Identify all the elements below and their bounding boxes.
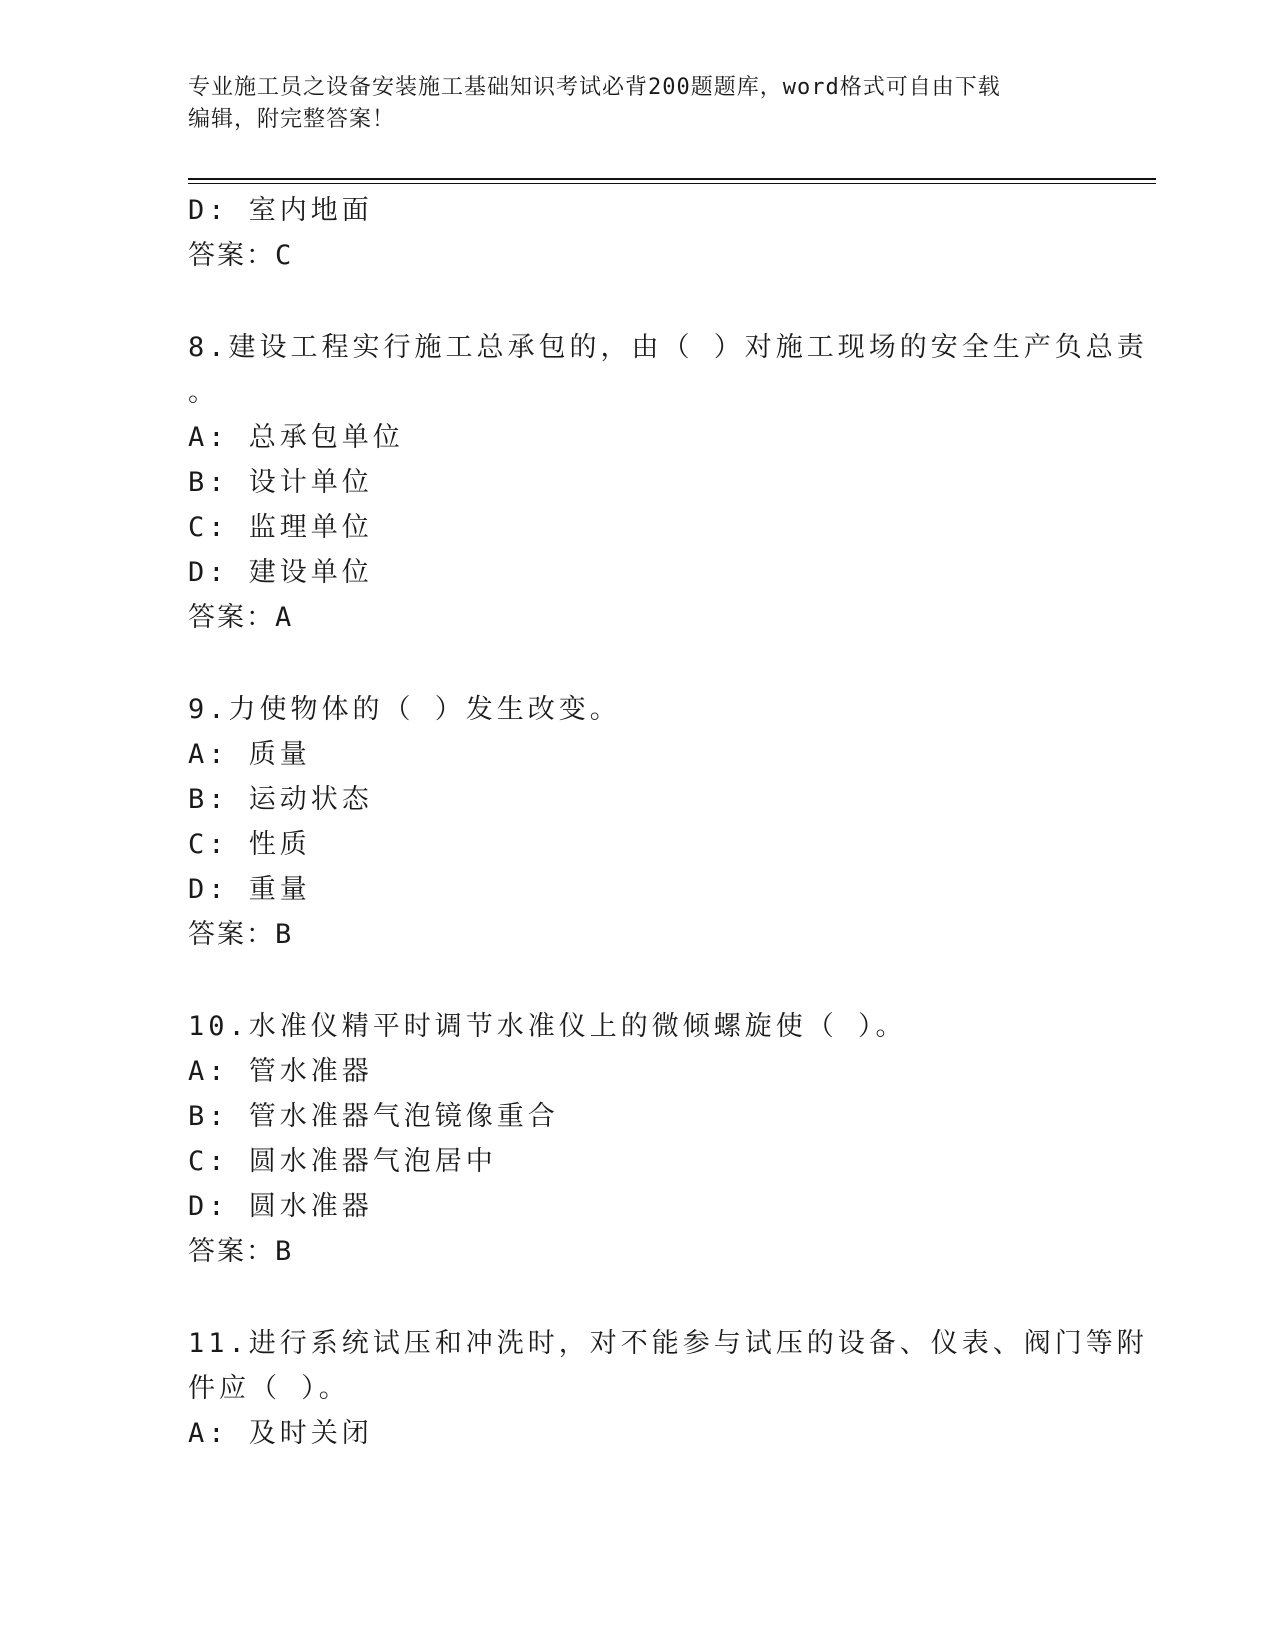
header-line-2: 编辑，附完整答案！ (188, 107, 396, 132)
header-rule-thick (188, 178, 1156, 180)
option-b: B: 运动状态 (188, 784, 373, 815)
option-b: B: 设计单位 (188, 467, 373, 498)
option-a: A: 管水准器 (188, 1056, 373, 1087)
question-8 (188, 325, 1148, 640)
option-d: D: 圆水准器 (188, 1191, 373, 1222)
header-rule-thin (188, 183, 1156, 184)
answer-line: 答案：B (188, 1236, 294, 1267)
option-d: D: 建设单位 (188, 557, 373, 588)
question-10 (188, 1004, 1088, 1274)
option-b: B: 管水准器气泡镜像重合 (188, 1101, 559, 1132)
option-a: A: 质量 (188, 739, 311, 770)
option-d: D: 重量 (188, 874, 311, 905)
question-content (188, 188, 1148, 1456)
question-stem: 11.进行系统试压和冲洗时，对不能参与试压的设备、仪表、阀门等附 (188, 1328, 1148, 1359)
option-d: D: 室内地面 (188, 195, 373, 226)
option-c: C: 性质 (188, 829, 311, 860)
question-stem-continued: 。 (188, 377, 219, 408)
question-stem: 10.水准仪精平时调节水准仪上的微倾螺旋使（ ）。 (188, 1011, 907, 1042)
question-stem: 8.建设工程实行施工总承包的，由（ ）对施工现场的安全生产负总责 (188, 332, 1148, 363)
question-stem: 9.力使物体的（ ）发生改变。 (188, 694, 621, 725)
question-9 (188, 687, 1088, 957)
question-spacer (188, 640, 1088, 687)
question-11 (188, 1321, 1148, 1456)
answer-line: 答案：B (188, 919, 294, 950)
option-a: A: 总承包单位 (188, 422, 404, 453)
answer-line: 答案：C (188, 240, 294, 271)
option-a: A: 及时关闭 (188, 1418, 373, 1449)
document-header (188, 72, 1068, 136)
question-spacer (188, 1274, 1088, 1321)
question-7-fragment (188, 188, 1088, 278)
header-line-1: 专业施工员之设备安装施工基础知识考试必背200题题库，word格式可自由下载 (188, 75, 1001, 100)
question-spacer (188, 957, 1088, 1004)
option-c: C: 监理单位 (188, 512, 373, 543)
question-stem-continued: 件应（ ）。 (188, 1373, 350, 1404)
question-spacer (188, 278, 1088, 325)
answer-line: 答案：A (188, 602, 294, 633)
option-c: C: 圆水准器气泡居中 (188, 1146, 497, 1177)
